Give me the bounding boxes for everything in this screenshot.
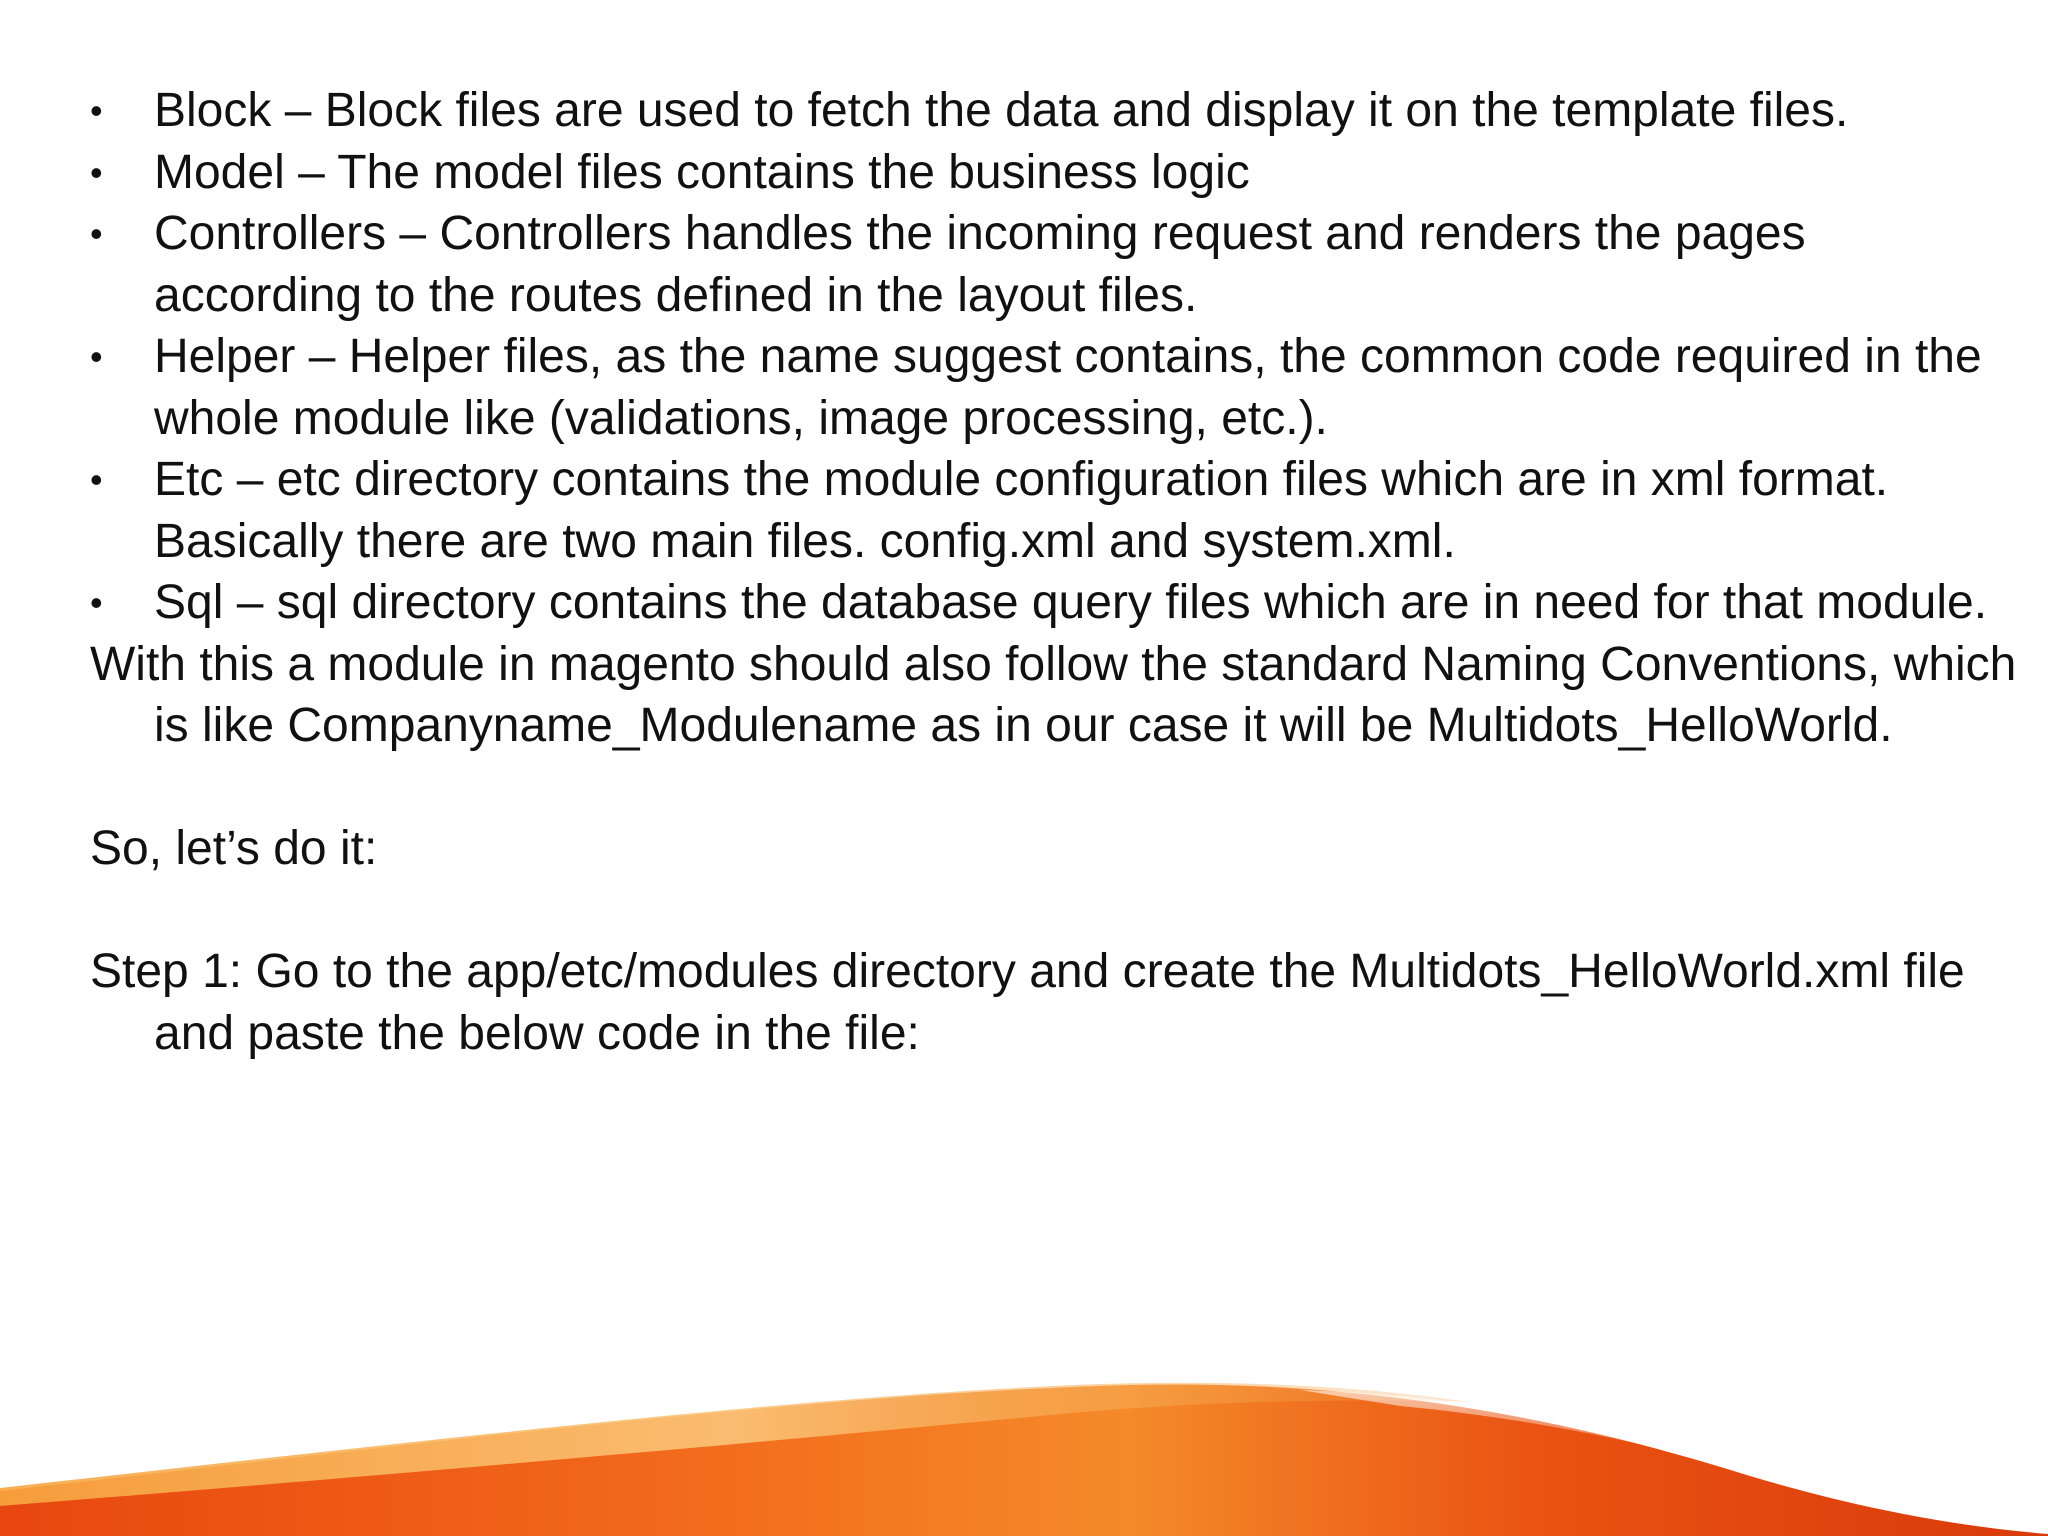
slide-body [90, 80, 2020, 1064]
orange-swoosh-decoration [0, 1306, 2048, 1536]
spacer [90, 880, 2020, 942]
list-item [90, 326, 2020, 449]
bullet-text-controllers: Controllers – Controllers handles the incoming request and renders the pages according to the routes defined in the layout files. [154, 207, 1806, 322]
bullet-text-block: Block – Block files are used to fetch the data and display it on the template files. [154, 84, 1849, 137]
bullet-icon: • [90, 213, 103, 254]
bullet-list [90, 80, 2020, 634]
list-item [90, 572, 2020, 634]
bullet-text-helper: Helper – Helper files, as the name suggest contains, the common code required in the whole module like (validations, image processing, etc.). [154, 330, 1982, 445]
bullet-text-etc: Etc – etc directory contains the module configuration files which are in xml format. Basically there are two main files. config.xml and system.xml. [154, 453, 1889, 568]
naming-conventions-paragraph: With this a module in magento should also follow the standard Naming Conventions, which is like Companyname_Modulename as in our case it will be Multidots_HelloWorld. [90, 637, 2017, 752]
list-item [90, 203, 2020, 326]
list-item [90, 80, 2020, 142]
bullet-text-sql: Sql – sql directory contains the database query files which are in need for that module. [154, 576, 1988, 629]
bullet-icon: • [90, 582, 103, 623]
list-item [90, 142, 2020, 204]
bullet-icon: • [90, 90, 103, 131]
step-1-paragraph: Step 1: Go to the app/etc/modules directory and create the Multidots_HelloWorld.xml file and paste the below code in the file: [90, 945, 1965, 1060]
list-item [90, 449, 2020, 572]
bullet-text-model: Model – The model files contains the business logic [154, 145, 1250, 199]
bullet-icon: • [90, 459, 103, 500]
bullet-icon: • [90, 336, 103, 377]
spacer [90, 757, 2020, 819]
lets-do-it-paragraph: So, let’s do it: [90, 822, 378, 875]
bullet-icon: • [90, 151, 103, 193]
